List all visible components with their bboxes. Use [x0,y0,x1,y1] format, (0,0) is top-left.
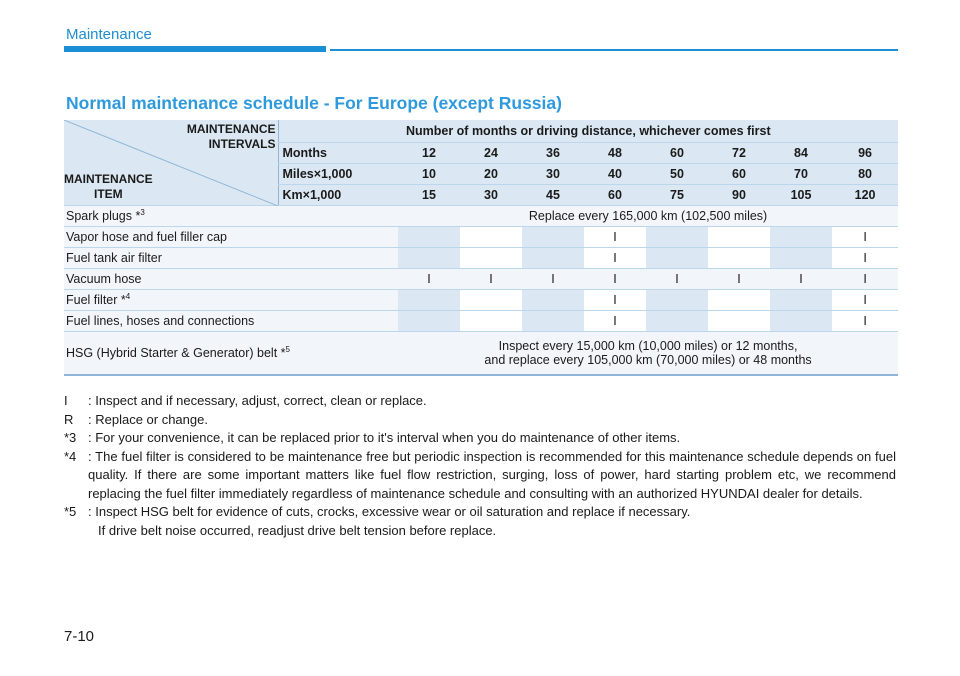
row-mark: I [646,268,708,289]
km-cell: 45 [522,184,584,205]
notes-section [64,392,896,540]
row-mark: I [584,268,646,289]
row-mark: I [832,226,898,247]
row-mark [522,247,584,268]
note-item [64,448,896,504]
row-mark [646,310,708,331]
row-mark [460,247,522,268]
months-cell: 48 [584,142,646,163]
table-corner-cell [64,120,278,205]
miles-cell: 40 [584,163,646,184]
miles-cell: 60 [708,163,770,184]
row-mark: I [770,268,832,289]
miles-cell: 50 [646,163,708,184]
note-item [64,503,896,540]
km-cell: 75 [646,184,708,205]
note-key: *5 [64,504,77,519]
row-mark [646,247,708,268]
km-cell: 105 [770,184,832,205]
row-mark [770,289,832,310]
row-mark: I [584,247,646,268]
row-mark [770,226,832,247]
row-mark: I [398,268,460,289]
row-item-name: Fuel tank air filter [64,247,398,268]
table-row [64,226,898,247]
section-label: Maintenance [66,26,152,43]
table-row [64,247,898,268]
months-cell: 96 [832,142,898,163]
km-cell: 60 [584,184,646,205]
row-mark: I [832,268,898,289]
row-mark [522,310,584,331]
row-mark: I [584,226,646,247]
row-mark: I [584,310,646,331]
months-cell: 24 [460,142,522,163]
note-item [64,392,896,411]
note-key: I [64,393,68,408]
row-mark: I [832,289,898,310]
row-mark [708,226,770,247]
row-item-name: Fuel filter *$^4$ [64,289,398,310]
note-key: *4 [64,448,77,464]
km-cell: 15 [398,184,460,205]
row-span-text: Replace every 165,000 km (102,500 miles) [398,205,898,226]
row-mark [522,226,584,247]
miles-cell: 10 [398,163,460,184]
miles-cell: 30 [522,163,584,184]
note-item [64,429,896,448]
row-mark: I [460,268,522,289]
months-cell: 12 [398,142,460,163]
note-text: : For your convenience, it can be replaced prior to it's interval when you do maintenance of other items. [88,430,681,445]
months-cell: 60 [646,142,708,163]
table-row [64,289,898,310]
corner-item-label: MAINTENANCE ITEM [64,171,153,201]
row-span-text: Inspect every 15,000 km (10,000 miles) or 12 months, and replace every 105,000 km (70,000 miles) or 48 months [398,331,898,375]
months-cell: 72 [708,142,770,163]
header-rule-thin [330,49,898,51]
note-key: *3 [64,430,77,445]
row-item-name: Vacuum hose [64,268,398,289]
row-mark [708,247,770,268]
row-mark [646,226,708,247]
km-cell: 90 [708,184,770,205]
row-mark [770,310,832,331]
maintenance-schedule-table [64,120,898,376]
corner-intervals-label: MAINTENANCE INTERVALS [186,122,276,151]
months-cell: 36 [522,142,584,163]
row-item-name: HSG (Hybrid Starter & Generator) belt *$^5$ [64,331,398,375]
months-cell: 84 [770,142,832,163]
row-mark [708,289,770,310]
table-row [64,310,898,331]
page-title: Normal maintenance schedule - For Europe (except Russia) [66,93,562,113]
row-mark [398,247,460,268]
row-mark [770,247,832,268]
km-cell: 30 [460,184,522,205]
note-item [64,411,896,430]
row-mark [646,289,708,310]
km-label: Km×1,000 [278,184,398,205]
note-text: : The fuel filter is considered to be maintenance free but periodic inspection is recommended for this maintenance schedule depends on fuel quality. If there are some important matters like fuel flow restriction, surging, loss of power, hard starting problem etc, we recommend replacing the fuel filter immediately regardless of maintenance schedule and consulting with an authorized HYUNDAI dealer for details. [88,448,896,501]
miles-cell: 80 [832,163,898,184]
miles-cell: 20 [460,163,522,184]
table-row [64,268,898,289]
km-cell: 120 [832,184,898,205]
row-item-name: Spark plugs *$^3$ [64,205,398,226]
note-text: : Inspect HSG belt for evidence of cuts, crocks, excessive wear or oil saturation and replace if necessary. If drive belt noise occurred, readjust drive belt tension before replace. [88,504,691,538]
row-mark: I [584,289,646,310]
row-mark [460,310,522,331]
interval-span-header: Number of months or driving distance, whichever comes first [278,120,898,142]
row-mark [398,289,460,310]
note-text: : Inspect and if necessary, adjust, correct, clean or replace. [88,393,427,408]
note-text: : Replace or change. [88,411,208,427]
row-item-name: Fuel lines, hoses and connections [64,310,398,331]
header-rule-thick [64,46,326,52]
row-mark: I [522,268,584,289]
row-mark: I [708,268,770,289]
table-row [64,205,898,226]
row-mark [522,289,584,310]
note-key: R [64,411,74,427]
miles-cell: 70 [770,163,832,184]
row-mark: I [832,310,898,331]
months-label: Months [278,142,398,163]
row-mark [460,226,522,247]
row-mark [398,310,460,331]
row-mark: I [832,247,898,268]
row-mark [708,310,770,331]
row-mark [398,226,460,247]
miles-label: Miles×1,000 [278,163,398,184]
table-row [64,331,898,375]
page-number: 7-10 [64,628,95,645]
row-item-name: Vapor hose and fuel filler cap [64,226,398,247]
row-mark [460,289,522,310]
